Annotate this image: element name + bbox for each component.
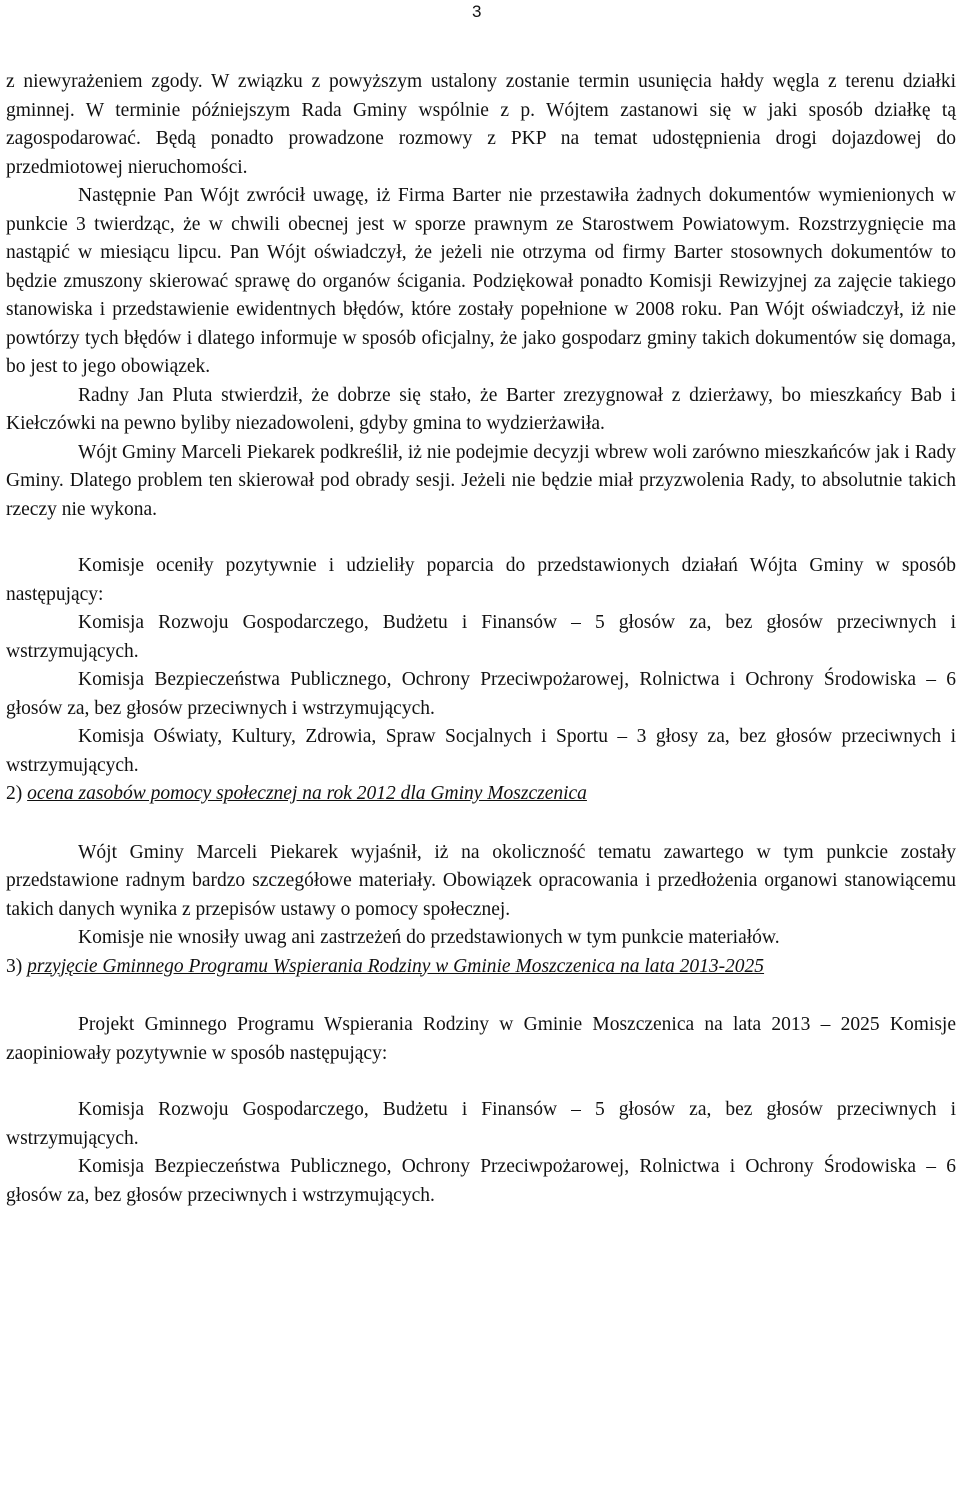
- paragraph-radny-pluta: Radny Jan Pluta stwierdził, że dobrze się stało, że Barter zrezygnował z dzierżawy, bo mieszkańcy Bab i Kiełczówki na pewno byliby niezadowoleni, gdyby gmina to wydzierżawiła.: [6, 384, 956, 434]
- paragraph-family-program: Projekt Gminnego Programu Wspierania Rodziny w Gminie Moszczenica na lata 2013 – 2025 Komisje zaopiniowały pozytywnie w sposób następujący:: [6, 1014, 956, 1064]
- vote-commission-education: Komisja Oświaty, Kultury, Zdrowia, Spraw Socjalnych i Sportu – 3 głosy za, bez głosów przeciwnych i wstrzymujących.: [6, 726, 956, 776]
- document-body: [6, 68, 956, 1210]
- section-number: 2): [6, 783, 23, 804]
- page-number: 3: [472, 2, 482, 21]
- paragraph-social-assistance: Wójt Gminy Marceli Piekarek wyjaśnił, iż na okoliczność tematu zawartego w tym punkcie zostały przedstawione radnym bardzo szczegółowe materiały. Obowiązek opracowania i przedłożenia organowi stanowiącemu takich danych wynika z przepisów ustawy o pomocy społecznej.: [6, 841, 956, 920]
- vote-commission-security-2: Komisja Bezpieczeństwa Publicznego, Ochrony Przeciwpożarowej, Rolnictwa i Ochrony Środowiska – 6 głosów za, bez głosów przeciwnych i wstrzymujących.: [6, 1156, 956, 1206]
- section-title: przyjęcie Gminnego Programu Wspierania Rodziny w Gminie Moszczenica na lata 2013-2025: [27, 955, 765, 977]
- vote-commission-economy: Komisja Rozwoju Gospodarczego, Budżetu i Finansów – 5 głosów za, bez głosów przeciwnych i wstrzymujących.: [6, 612, 956, 662]
- paragraph-hałda-continuation: z niewyrażeniem zgody. W związku z powyższym ustalony zostanie termin usunięcia hałdy węgla z terenu działki gminnej. W terminie późniejszym Rada Gminy wspólnie z p. Wójtem zastanowi się w jaki sposób działkę tą zagospodarować. Będą ponadto prowadzone rozmowy z PKP na temat udostępnienia drogi dojazdowej do przedmiotowej nieruchomości.: [6, 71, 956, 178]
- paragraph-wojt-decision: Wójt Gminy Marceli Piekarek podkreślił, iż nie podejmie decyzji wbrew woli zarówno mieszkańców jak i Rady Gminy. Dlatego problem ten skierował pod obrady sesji. Jeżeli nie będzie miał przyzwolenia Rady, to absolutnie takich rzeczy nie wykona.: [6, 441, 956, 520]
- section-heading-2: [6, 780, 956, 809]
- section-title: ocena zasobów pomocy społecznej na rok 2012 dla Gminy Moszczenica: [27, 783, 587, 804]
- section-number: 3): [6, 955, 23, 977]
- paragraph-no-remarks: Komisje nie wnosiły uwag ani zastrzeżeń do przedstawionych w tym punkcie materiałów.: [78, 927, 780, 948]
- paragraph-commissions-opinion: Komisje oceniły pozytywnie i udzieliły poparcia do przedstawionych działań Wójta Gminy w sposób następujący:: [6, 555, 956, 605]
- vote-commission-economy-2: Komisja Rozwoju Gospodarczego, Budżetu i Finansów – 5 głosów za, bez głosów przeciwnych i wstrzymujących.: [6, 1099, 956, 1149]
- vote-commission-security: Komisja Bezpieczeństwa Publicznego, Ochrony Przeciwpożarowej, Rolnictwa i Ochrony Środowiska – 6 głosów za, bez głosów przeciwnych i wstrzymujących.: [6, 669, 956, 719]
- section-heading-3: [6, 953, 956, 982]
- paragraph-barter-documents: Następnie Pan Wójt zwrócił uwagę, iż Firma Barter nie przestawiła żadnych dokumentów wymienionych w punkcie 3 twierdząc, że w chwili obecnej jest w sporze prawnym ze Starostwem Powiatowym. Rozstrzygnięcie ma nastąpić w miesiącu lipcu. Pan Wójt oświadczył, że jeżeli nie otrzyma od firmy Barter stosownych dokumentów to będzie zmuszony skierować sprawę do organów ścigania. Podziękował ponadto Komisji Rewizyjnej za zajęcie takiego stanowiska i przedstawienie ewidentnych błędów, które zostały popełnione w 2008 roku. Pan Wójt oświadczył, iż nie powtórzy tych błędów i dlatego informuje w sposób oficjalny, że jako gospodarz gminy takich dokumentów się domaga, bo jest to jego obowiązek.: [6, 185, 956, 377]
